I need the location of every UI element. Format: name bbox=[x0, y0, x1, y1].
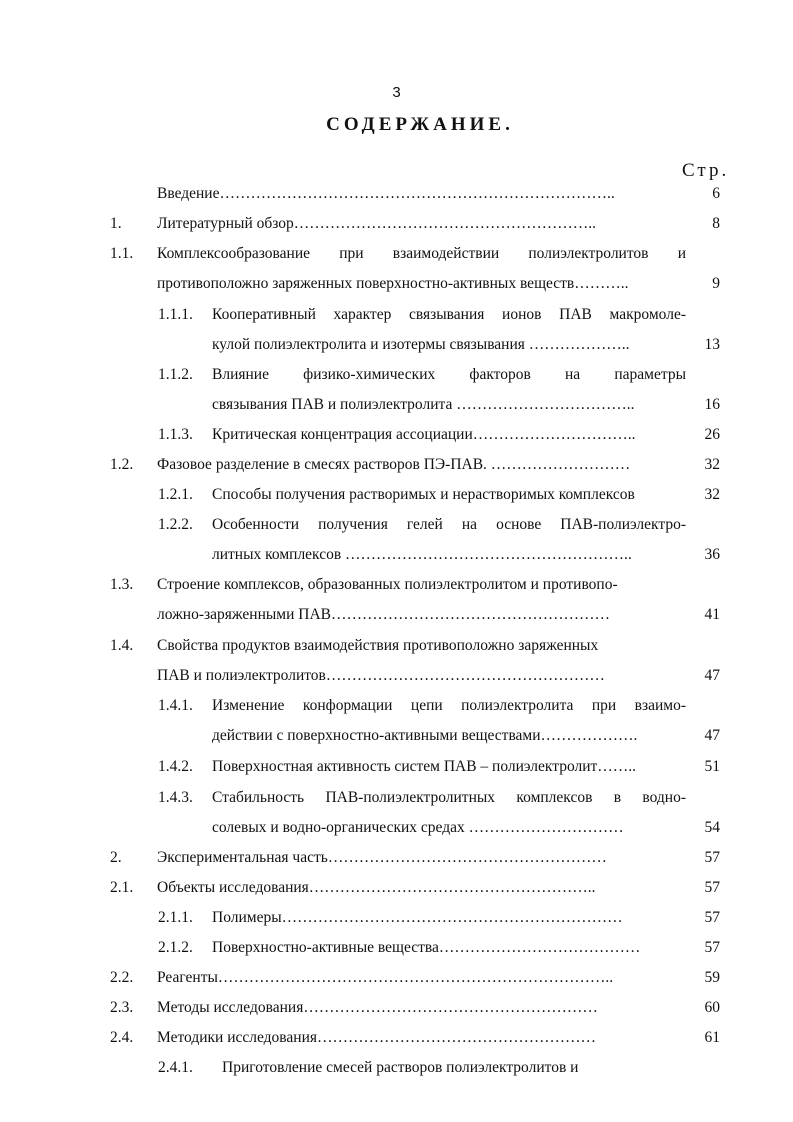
toc-entry-title: Способы получения растворимых и нерастворимых комплексов bbox=[212, 486, 635, 503]
toc-entry-title: Введение………………………………………………………………….. bbox=[157, 185, 615, 202]
toc-entry-page: 47 bbox=[704, 667, 720, 684]
toc-entry-page: 51 bbox=[704, 758, 720, 775]
toc-entry-title: Методы исследования………………………………………………… bbox=[157, 999, 598, 1016]
toc-entry-title: Строение комплексов, образованных полиэлектролитом и противопо- bbox=[157, 576, 618, 593]
toc-entry-title: Изменение конформации цепи полиэлектролита при взаимо- bbox=[212, 697, 686, 714]
toc-entry-number: 1.4.2. bbox=[158, 758, 193, 775]
toc-entry-page: 9 bbox=[712, 275, 720, 292]
toc-entry-title: Объекты исследования……………………………………………….. bbox=[157, 879, 596, 896]
toc-entry-page: 57 bbox=[704, 849, 720, 866]
toc-entry-number: 1.4.1. bbox=[158, 697, 193, 714]
toc-entry-number: 1.4.3. bbox=[158, 789, 193, 806]
toc-entry-number: 1.2.1. bbox=[158, 486, 193, 503]
toc-entry-page: 6 bbox=[712, 185, 720, 202]
toc-entry-page: 32 bbox=[704, 456, 720, 473]
toc-entry-page: 16 bbox=[704, 396, 720, 413]
toc-entry-title: Методики исследования……………………………………………… bbox=[157, 1029, 597, 1046]
page-title: СОДЕРЖАНИЕ. bbox=[326, 114, 514, 135]
toc-entry-title: Экспериментальная часть……………………………………………… bbox=[157, 849, 607, 866]
toc-entry-title-continued: ПАВ и полиэлектролитов……………………………………………… bbox=[157, 667, 605, 684]
toc-entry-page: 57 bbox=[704, 879, 720, 896]
toc-entry-page: 57 bbox=[704, 939, 720, 956]
toc-entry-title: Фазовое разделение в смесях растворов ПЭ-ПАВ. ……………………… bbox=[157, 456, 631, 473]
toc-entry-title-continued: кулой полиэлектролита и изотермы связывания ……………….. bbox=[212, 336, 630, 353]
toc-entry-page: 8 bbox=[712, 215, 720, 232]
toc-entry-title-continued: литных комплексов ……………………………………………….. bbox=[212, 546, 632, 563]
toc-entry-page: 54 bbox=[704, 819, 720, 836]
toc-entry-title: Полимеры………………………………………………………… bbox=[212, 909, 623, 926]
toc-entry-number: 1.1. bbox=[110, 245, 134, 262]
toc-entry-title-continued: солевых и водно-органических средах ………………………… bbox=[212, 819, 624, 836]
toc-entry-number: 1.1.2. bbox=[158, 366, 193, 383]
toc-entry-title: Комплексообразование при взаимодействии полиэлектролитов и bbox=[157, 245, 686, 262]
toc-entry-number: 2.3. bbox=[110, 999, 134, 1016]
page-number: 3 bbox=[392, 84, 401, 101]
toc-entry-number: 2.1. bbox=[110, 879, 134, 896]
toc-entry-title-continued: действии с поверхностно-активными веществами………………. bbox=[212, 727, 638, 744]
toc-entry-page: 26 bbox=[704, 426, 720, 443]
toc-entry-number: 2.1.1. bbox=[158, 909, 193, 926]
toc-entry-page: 59 bbox=[704, 969, 720, 986]
toc-entry-number: 2.1.2. bbox=[158, 939, 193, 956]
toc-entry-page: 13 bbox=[704, 336, 720, 353]
toc-entry-title: Критическая концентрация ассоциации………………………….. bbox=[212, 426, 636, 443]
toc-entry-title: Поверхностная активность систем ПАВ – полиэлектролит…….. bbox=[212, 758, 637, 775]
toc-entry-title: Поверхностно-активные вещества………………………………… bbox=[212, 939, 641, 956]
toc-entry-number: 1.1.1. bbox=[158, 306, 193, 323]
toc-entry-page: 32 bbox=[704, 486, 720, 503]
toc-entry-number: 2.4.1. bbox=[158, 1059, 193, 1076]
toc-entry-page: 60 bbox=[704, 999, 720, 1016]
toc-entry-number: 2.2. bbox=[110, 969, 134, 986]
toc-entry-title-continued: противоположно заряженных поверхностно-активных веществ……….. bbox=[157, 275, 629, 292]
toc-entry-page: 36 bbox=[704, 546, 720, 563]
toc-entry-title: Стабильность ПАВ-полиэлектролитных комплексов в водно- bbox=[212, 789, 686, 806]
toc-entry-number: 1.2.2. bbox=[158, 516, 193, 533]
toc-entry-title: Литературный обзор………………………………………………….. bbox=[157, 215, 597, 232]
toc-entry-title: Свойства продуктов взаимодействия противоположно заряженных bbox=[157, 637, 599, 654]
toc-entry-page: 47 bbox=[704, 727, 720, 744]
toc-entry-title-continued: связывания ПАВ и полиэлектролита …………………………….. bbox=[212, 396, 635, 413]
toc-entry-page: 41 bbox=[704, 606, 720, 623]
toc-entry-number: 2.4. bbox=[110, 1029, 134, 1046]
toc-entry-number: 1.1.3. bbox=[158, 426, 193, 443]
toc-entry-title: Влияние физико-химических факторов на параметры bbox=[212, 366, 686, 383]
toc-entry-page: 57 bbox=[704, 909, 720, 926]
toc-entry-title: Реагенты………………………………………………………………….. bbox=[157, 969, 614, 986]
toc-entry-number: 2. bbox=[110, 849, 122, 866]
page-column-label: Стр. bbox=[682, 160, 730, 181]
toc-entry-number: 1.2. bbox=[110, 456, 134, 473]
toc-entry-page: 61 bbox=[704, 1029, 720, 1046]
toc-entry-number: 1.4. bbox=[110, 637, 134, 654]
toc-entry-number: 1.3. bbox=[110, 576, 134, 593]
toc-entry-title-continued: ложно-заряженными ПАВ……………………………………………… bbox=[157, 606, 610, 623]
toc-entry-title: Особенности получения гелей на основе ПАВ-полиэлектро- bbox=[212, 516, 686, 533]
toc-entry-title: Кооперативный характер связывания ионов ПАВ макромоле- bbox=[212, 306, 686, 323]
toc-entry-number: 1. bbox=[110, 215, 122, 232]
toc-entry-title: Приготовление смесей растворов полиэлектролитов и bbox=[222, 1059, 579, 1076]
